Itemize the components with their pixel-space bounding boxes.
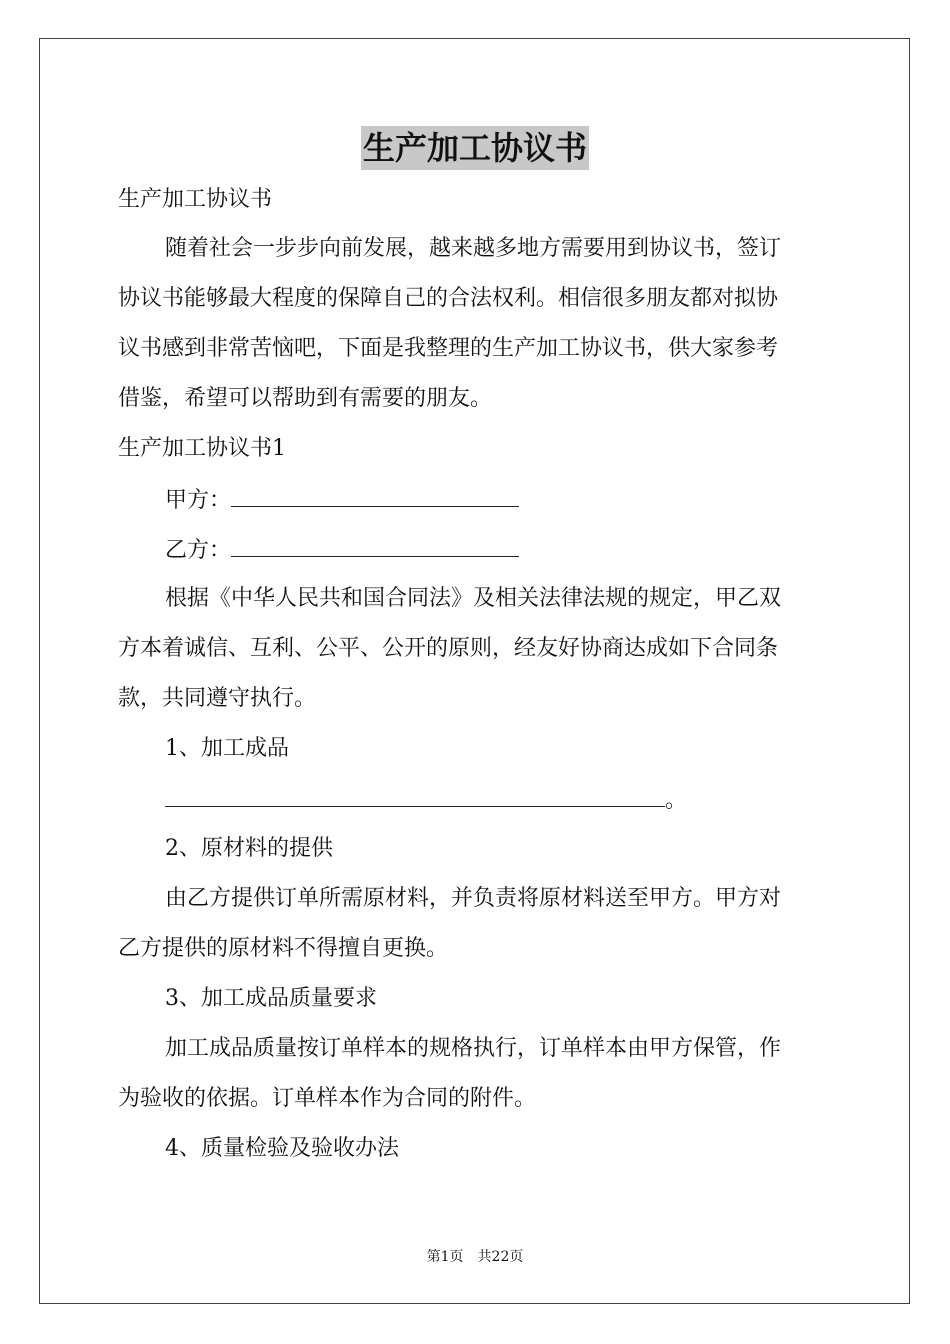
party-b-row (165, 534, 519, 566)
clause-2-title: 2、原材料的提供 (165, 836, 333, 861)
clause-1-end: 。 (665, 788, 688, 813)
title-container (0, 126, 950, 170)
clause-3-line-2: 为验收的依据。订单样本作为合同的附件。 (118, 1086, 537, 1111)
clause-1-title: 1、加工成品 (165, 736, 289, 761)
clause-2-line-2: 乙方提供的原材料不得擅自更换。 (118, 936, 449, 961)
party-a-blank (231, 484, 519, 507)
basis-line-2: 方本着诚信、互利、公平、公开的原则，经友好协商达成如下合同条 (118, 636, 779, 661)
party-b-label: 乙方： (165, 538, 232, 563)
basis-line-3: 款，共同遵守执行。 (118, 686, 317, 711)
section-title: 生产加工协议书1 (118, 436, 286, 461)
document-title: 生产加工协议书 (361, 126, 589, 170)
page-border (39, 38, 910, 1304)
party-a-label: 甲方： (165, 488, 232, 513)
clause-1-blank (165, 784, 665, 807)
intro-line-4: 借鉴，希望可以帮助到有需要的朋友。 (118, 386, 493, 411)
clause-3-title: 3、加工成品质量要求 (165, 986, 377, 1011)
subtitle: 生产加工协议书 (118, 187, 273, 212)
clause-1-row (165, 784, 687, 816)
party-b-blank (231, 534, 519, 557)
intro-line-2: 协议书能够最大程度的保障自己的合法权利。相信很多朋友都对拟协 (118, 286, 779, 311)
party-a-row (165, 484, 519, 516)
intro-line-3: 议书感到非常苦恼吧，下面是我整理的生产加工协议书，供大家参考 (118, 336, 779, 361)
clause-4-title: 4、质量检验及验收办法 (165, 1136, 399, 1161)
intro-line-1: 随着社会一步步向前发展，越来越多地方需要用到协议书，签订 (165, 236, 782, 261)
basis-line-1: 根据《中华人民共和国合同法》及相关法律法规的规定，甲乙双 (165, 586, 782, 611)
clause-2-line-1: 由乙方提供订单所需原材料，并负责将原材料送至甲方。甲方对 (165, 886, 782, 911)
page-footer: 第1页 共22页 (426, 1249, 524, 1265)
clause-3-line-1: 加工成品质量按订单样本的规格执行，订单样本由甲方保管，作 (165, 1036, 782, 1061)
